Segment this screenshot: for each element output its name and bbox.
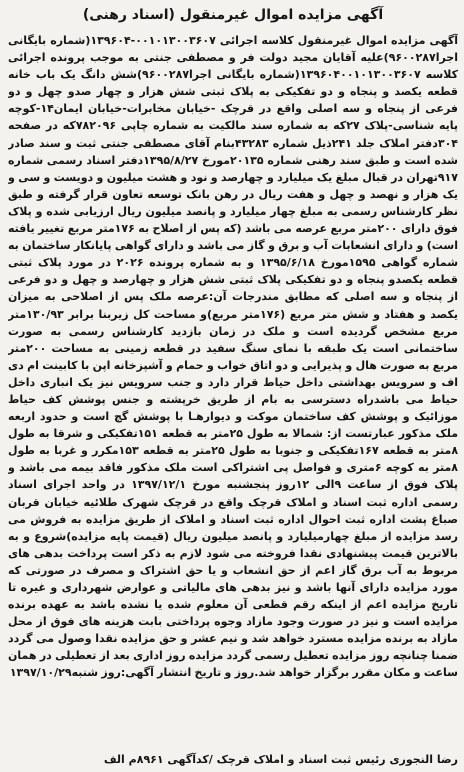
notice-title: آگهی مزایده اموال غیرمنقول (اسناد رهنی): [82, 7, 384, 23]
notice-footer: [8, 750, 458, 768]
notice-body-text: آگهی مزایده اموال غیرمنقول کلاسه اجرائی ۰۰۱۰۱۳۰۰۳۶۰۷-۱۳۹۶۰۴(شماره بایگانی اجرا۹۶۰۰۲۸۷)علیه آقایان مجید دولت فر و مصطفی جنتی به موجب پرونده اجرائی کلاسه ۱۳۹۶۰۴۰۰۱۰۱۳۰۰۳۶۰۷(شماره بایگانی اجرا۹۶۰۰۲۸۷)شش دانگ یک باب خانه قطعه یکصد و پنجاه و دو تفکیکی به پلاک ثبتی شش هزار و چهار صدو چهل و دو فرعی از پنجاه و سه اصلی واقع در قرچک -خیابان مخابرات-خیابان ایمان۱۴-کوچه پایه شناسی-پلاک ۲۷که به شماره سند مالکیت به شماره چاپی ۷۸۲۰۹۶که در صفحه ۳۰۴دفتر املاک جلد ۲۴۱ذیل شماره ۴۳۲۸۳بنام آقای مصطفی جنتی ثبت و سند صادر شده است و طبق سند رهنی شماره ۲۰۱۳۵مورخ ۱۳۹۵/۸/۲۷دفتر اسناد رسمی شماره ۹۱۷تهران در قبال مبلغ یک میلیارد و چهارصد و نود و هشت میلیون و دویست و سی و یک هزار و نهصد و چهل و هفت ریال در رهن بانک توسعه تعاون قرار گرفته و طبق نظر کارشناس رسمی به مبلغ چهار میلیارد و پانصد میلیون ریال ارزیابی شده و پلاک فوق دارای ۲۰۰متر مربع عرصه می باشد (که پس از اصلاح به ۱۷۶متر مربع تغییر یافته است) و دارای انشعابات آب و برق و گاز می باشد و دارای گواهی پایانکار ساختمان به شماره گواهی ۱۵۹۵مورخ ۱۳۹۵/۶/۱۸ و به شماره پرونده ۲۰۲۶ در مورد پلاک ثبتی قطعه یکصدو پنجاه و دو تفکیکی پلاک ثبتی شش هزار و چهارصد و چهل و دو فرعی از پنجاه و سه اصلی که مطابق مندرجات آن:عرصه ملک پس از اصلاحی به میزان یکصد و هفتاد و شش متر مربع (۱۷۶متر مربع)و مساحت کل زیربنا برابر ۱۳۰/۹۳متر مربع مشخص گردیده است و ملک در زمان بازدید کارشناس رسمی به صورت ساختمانی است یک طبقه با نمای سنگ سفید در قطعه زمینی به مساحت ۲۰۰متر مربع به صورت هال و پذیرایی و دو اتاق خواب و حمام و آشپزخانه اپن با کابینت ام دی اف و سرویس بهداشتی داخل حیاط قرار دارد و جنب سرویس نیز یک انباری داخل حیاط می باشدراه دسترسی به بام از طریق خرپشته و جنس پوشش کف حیاط موزائیک و پوشش کف ساختمان موکت و دیوارهـا با پوشش گچ است و حدود اربعه ملک مذکور عبارتست از: شمالا به طول ۲۵متر به قطعه ۱۵۱تفکیکی و شرقا به طول ۸متر به قطعه ۱۶۷تفکیکی و جنوبا به طول ۲۵متر به قطعه ۱۵۳مکرر و غربا به طول ۸متر به کوچه ۶متری و فواصل پی اشتراکی است ملک مذکور فاقد بیمه می باشد و پلاک فوق از ساعت ۹الی ۱۲روز پنجشنبه مورخ ۱۳۹۷/۱۲/۱ در واحد اجرای اسناد رسمی اداره ثبت اسناد و املاک قرچک واقع در قرچک شهرک طلائیه خیابان قربان صباغ پشت اداره ثبت احوال اداره ثبت اسناد و املاک از طریق مزایده به فروش می رسد مزایده از مبلغ چهارمیلیارد و پانصد میلیون ریال (قیمت پایه مزایده)شروع و به بالاترین قیمت پیشنهادی نقدا فروخته می شود لازم به ذکر است پرداخت بدهی های مربوط به آب برق گاز اعم از حق انشعاب و یا حق اشتراک و مصرف در صورتی که مورد مزایده دارای آنها باشد و نیز بدهی های مالیاتی و عوارض شهرداری و غیره تا تاریخ مزایده اعم از اینکه رقم قطعی آن معلوم شده یا نشده باشد به عهده برنده مزایده است و نیز در صورت وجود مازاد وجوه پرداختی بابت هزینه های فوق از محل مازاد به برنده مزایده مسترد خواهد شد و نیم عشر و حق مزایده نقدا وصول می گردد ضمنا چنانچه روز مزایده تعطیل رسمی گردد مزایده روز اداری بعد از تعطیلی در همان ساعت و مکان مقرر برگزار خواهد شد.روز و تاریخ انتشار آگهی:روز شنبه۱۳۹۷/۱۰/۲۹: [8, 34, 458, 680]
notice-body: [8, 32, 458, 748]
notice-header: [8, 0, 458, 30]
notice-signature: رضا النجوری رئیس ثبت اسناد و املاک قرچک /کدآگهی ۸۹۶۱م الف: [103, 752, 458, 766]
